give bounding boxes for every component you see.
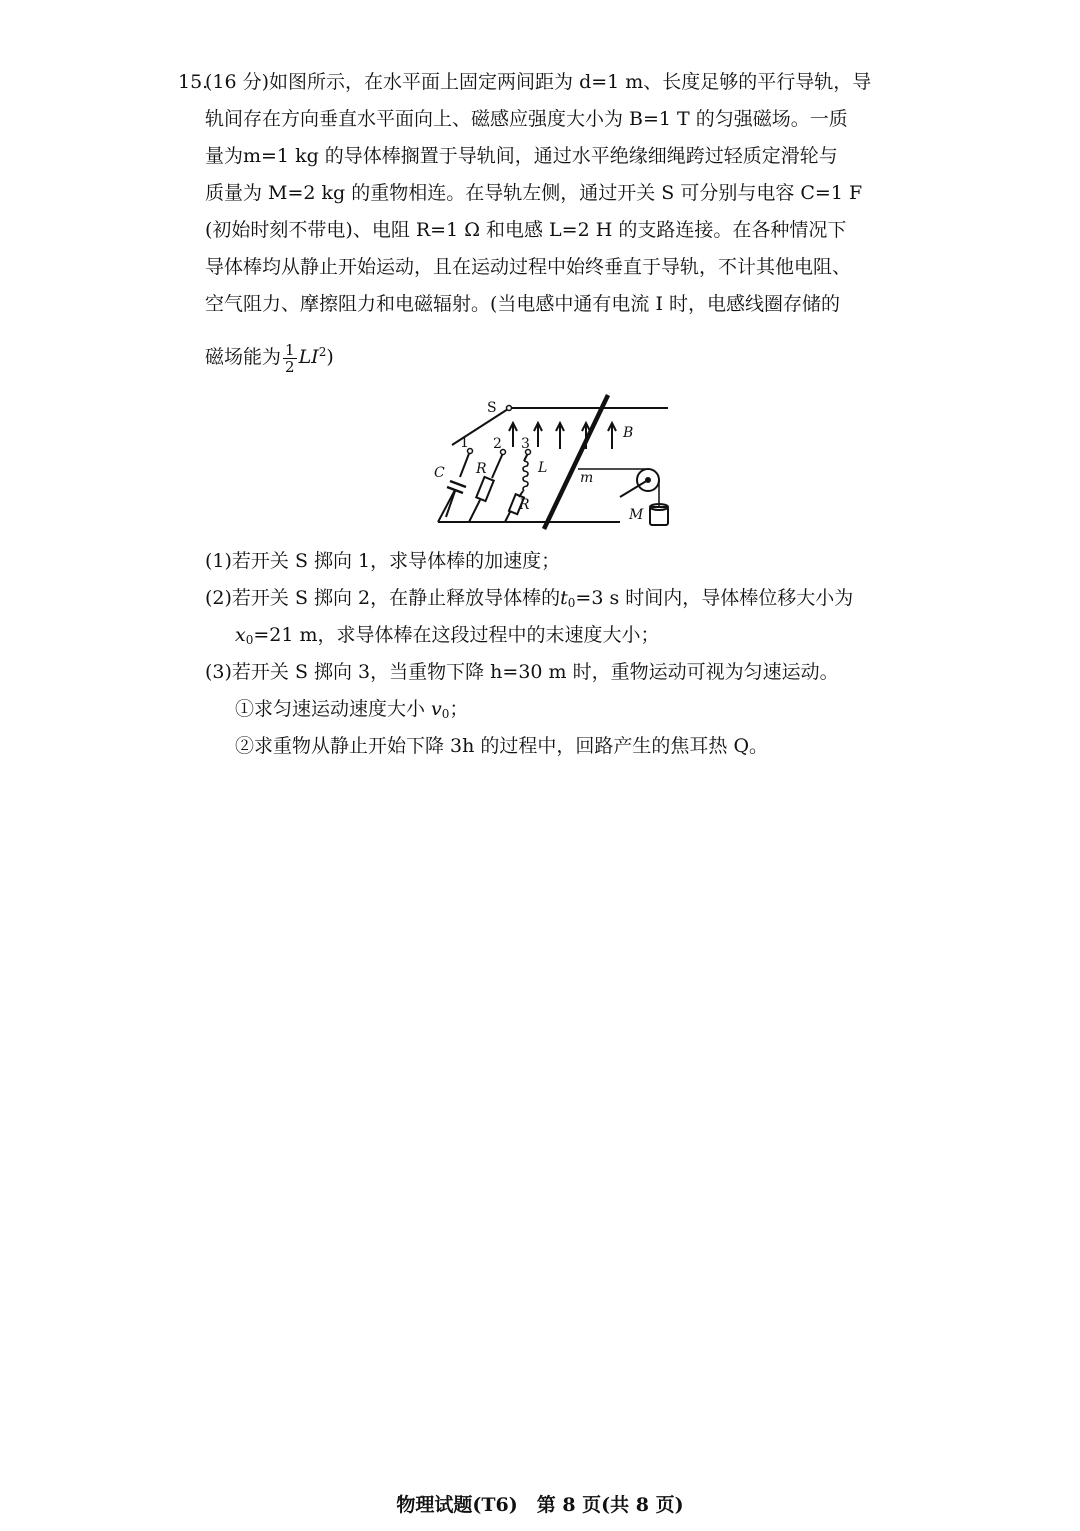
conductor-rod (544, 395, 608, 529)
label-resistor-1: R (476, 461, 487, 477)
q2-prefix: (2)若开关 S 掷向 2，在静止释放导体棒的 (205, 587, 561, 609)
subquestion-2-line-2 (235, 617, 660, 659)
stem-line-3: 量为m=1 kg 的导体棒搁置于导轨间，通过水平绝缘细绳跨过轻质定滑轮与 (205, 145, 838, 167)
energy-suffix: ) (326, 346, 334, 368)
fraction-half (283, 342, 297, 375)
q2-disp-sub: 0 (245, 633, 254, 647)
label-rod-mass: m (580, 470, 594, 486)
stem-line-5: (初始时刻不带电)、电阻 R=1 Ω 和电感 L=2 H 的支路连接。在各种情况下 (205, 219, 847, 241)
label-resistor-2: R (519, 497, 530, 513)
stem-line-1: (16 分)如图所示，在水平面上固定两间距为 d=1 m、长度足够的平行导轨，导 (205, 71, 872, 93)
label-3: 3 (521, 436, 530, 452)
q2-time-suffix: =3 s 时间内，导体棒位移大小为 (575, 587, 854, 609)
q3-1-var: v (431, 698, 442, 720)
resistor-1 (476, 477, 494, 501)
fraction-denominator: 2 (285, 357, 295, 376)
label-field: B (623, 425, 634, 441)
subquestion-3: (3)若开关 S 掷向 3，当重物下降 h=30 m 时，重物运动可视为匀速运动。 (205, 661, 839, 683)
q2-time-sub: 0 (567, 596, 576, 610)
q2-disp-var: x (235, 624, 246, 646)
page-footer: 物理试题(T6) 第 8 页(共 8 页) (396, 1494, 684, 1516)
energy-formula: LI (298, 346, 319, 368)
stem-line-8 (205, 327, 905, 377)
subquestion-3-1 (235, 691, 468, 733)
left-wire (438, 490, 455, 522)
label-switch: S (487, 400, 497, 416)
stem-line-2: 轨间存在方向垂直水平面向上、磁感应强度大小为 B=1 T 的匀强磁场。一质 (205, 108, 848, 130)
q3-1-suffix: ； (449, 698, 469, 720)
pulley-support (620, 480, 648, 497)
subquestion-2-line-1 (205, 580, 853, 622)
question-stem (205, 64, 905, 377)
fraction-numerator: 1 (285, 340, 295, 359)
capacitor-plate-1 (450, 481, 466, 487)
question-number: 15. (178, 71, 209, 93)
label-inductor: L (538, 460, 548, 476)
q3-1-sub: 0 (441, 707, 450, 721)
label-1: 1 (460, 435, 469, 451)
switch-pivot (507, 406, 512, 411)
subquestion-3-2: ②求重物从静止开始下降 3h 的过程中，回路产生的焦耳热 Q。 (235, 735, 769, 757)
energy-formula-exponent: 2 (318, 345, 327, 359)
stem-line-7: 空气阻力、摩擦阻力和电磁辐射。(当电感中通有电流 I 时，电感线圈存储的 (205, 293, 840, 315)
circuit-figure (420, 385, 680, 535)
subquestion-1: (1)若开关 S 掷向 1，求导体棒的加速度； (205, 550, 561, 572)
stem-line-6: 导体棒均从静止开始运动，且在运动过程中始终垂直于导轨，不计其他电阻、 (205, 256, 852, 278)
inductor-coil (523, 461, 528, 491)
q2-disp-suffix: =21 m，求导体棒在这段过程中的末速度大小； (253, 624, 660, 646)
energy-prefix: 磁场能为 (205, 346, 282, 368)
label-capacitor: C (434, 465, 445, 481)
q3-1-prefix: ①求匀速运动速度大小 (235, 698, 432, 720)
q2-time-var: t (560, 587, 568, 609)
stem-line-4: 质量为 M=2 kg 的重物相连。在导轨左侧，通过开关 S 可分别与电容 C=1 F (205, 182, 863, 204)
label-2: 2 (493, 436, 502, 452)
label-weight-mass: M (629, 507, 644, 523)
